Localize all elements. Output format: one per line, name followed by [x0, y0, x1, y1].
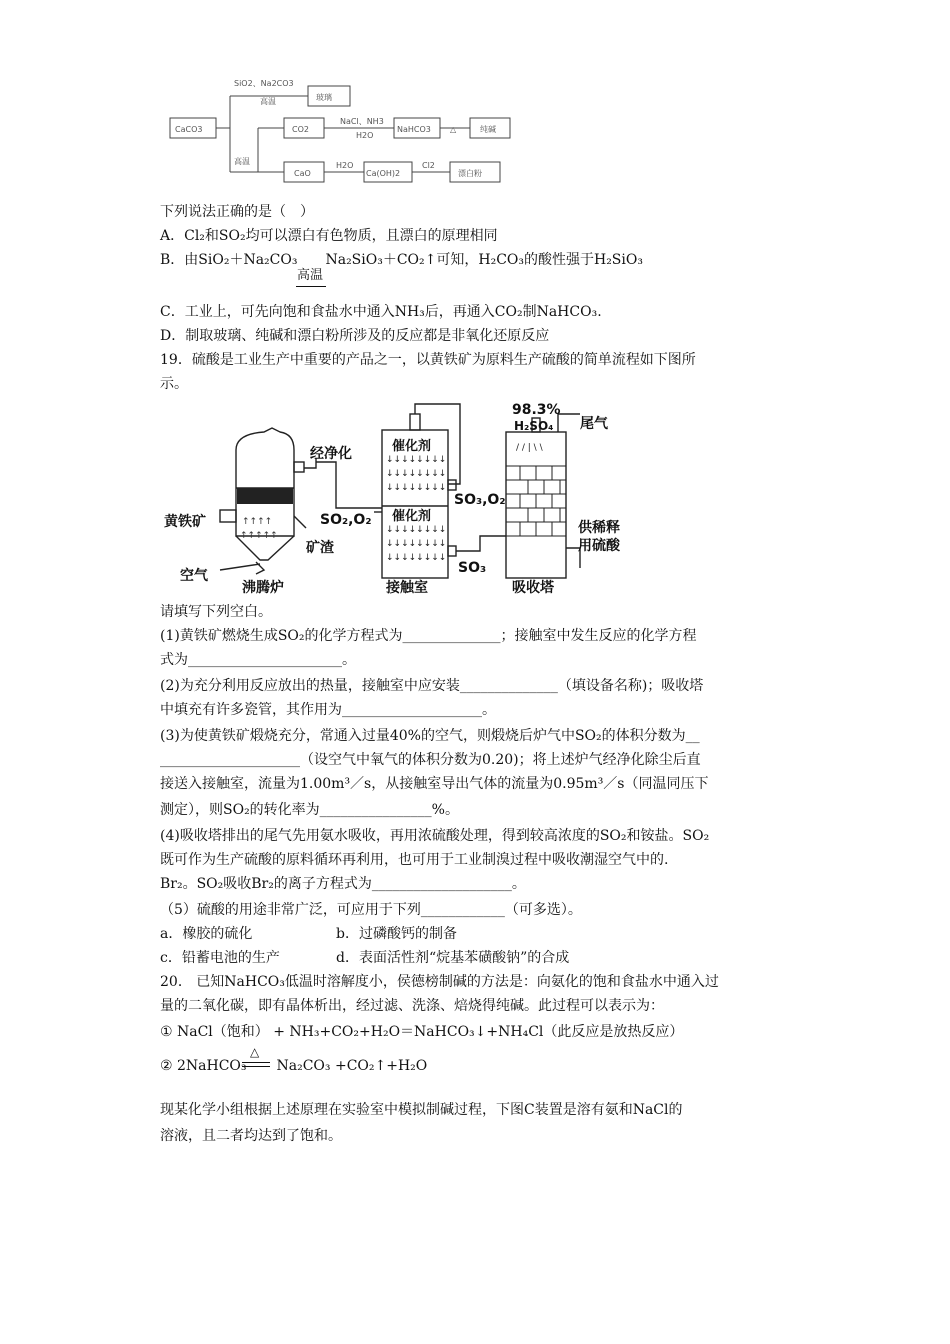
so3-label: SO₃	[458, 560, 487, 576]
q19-part5: （5）硫酸的用途非常广泛，可应用于下列____________（可多选）。	[160, 902, 582, 918]
q20-paragraph-2: 溶液，且二者均达到了饱和。	[160, 1128, 342, 1144]
q19-part3-c: 接送入接触室，流量为1.00m³／s，从接触室导出气体的流量为0.95m³／s（同温同压下	[160, 776, 709, 792]
edge2-top: NaCl、NH3	[340, 117, 384, 126]
catalyst1-label: 催化剂	[392, 439, 432, 454]
svg-text:↓↓↓↓↓↓↓↓: ↓↓↓↓↓↓↓↓	[386, 455, 447, 465]
q20-stem-2: 量的二氧化碳，即有晶体析出，经过滤、洗涤、焙烧得纯碱。此过程可以表示为：	[160, 998, 664, 1014]
soda-label: 纯碱	[480, 125, 496, 134]
feed-label: 黄铁矿	[164, 514, 206, 530]
q19-part1-b: 式为______________________。	[160, 652, 356, 668]
supply2-label: 用硫酸	[578, 538, 620, 554]
so2o2-label: SO₂,O₂	[320, 512, 372, 528]
q19-part4-a: (4)吸收塔排出的尾气先用氨水吸收，再用浓硫酸处理，得到较高浓度的SO₂和铵盐。SO₂	[160, 828, 710, 844]
q19-fill-instruction: 请填写下列空白。	[160, 604, 272, 620]
svg-text:↓↓↓↓↓↓↓↓: ↓↓↓↓↓↓↓↓	[386, 483, 447, 493]
svg-text:↑↑↑↑↑: ↑↑↑↑↑	[240, 531, 278, 541]
edge1-top: SiO2、Na2CO3	[234, 79, 294, 88]
q19-stem-1: 19．硫酸是工业生产中重要的产品之一，以黄铁矿为原料生产硫酸的简单流程如下图所	[160, 352, 696, 368]
q18-b-pre: B．由SiO₂＋Na₂CO₃	[160, 252, 298, 268]
q18-prompt: 下列说法正确的是（ ）	[160, 204, 314, 220]
q19-option-b: b．过磷酸钙的制备	[336, 926, 457, 942]
q18-b-condition: 高温	[297, 268, 324, 283]
tail-label: 尾气	[580, 416, 608, 432]
q20-reaction-1: ① NaCl（饱和） + NH₃+CO₂+H₂O＝NaHCO₃↓+NH₄Cl（此反应是放热反应）	[160, 1024, 684, 1040]
flow-diagram	[160, 74, 520, 190]
ore-layer	[237, 488, 293, 504]
cao-label: CaO	[294, 169, 311, 178]
purify-label: 经净化	[310, 446, 352, 462]
catalyst2-label: 催化剂	[392, 509, 432, 524]
svg-text:↓↓↓↓↓↓↓↓: ↓↓↓↓↓↓↓↓	[386, 469, 447, 479]
edge-branch: 高温	[234, 157, 250, 166]
q20-paragraph-1: 现某化学小组根据上述原理在实验室中模拟制碱过程，下图C装置是溶有氨和NaCl的	[160, 1102, 683, 1118]
so3o2-label: SO₃,O₂	[454, 492, 506, 508]
slag-label: 矿渣	[306, 540, 334, 556]
svg-text:↓↓↓↓↓↓↓↓: ↓↓↓↓↓↓↓↓	[386, 525, 447, 535]
q19-option-a: a．橡胶的硫化	[160, 926, 253, 942]
edge2-bot: H2O	[356, 131, 374, 140]
absorber-label: 吸收塔	[512, 580, 554, 596]
q18-option-c: C．工业上，可先向饱和食盐水中通入NH₃后，再通入CO₂制NaHCO₃.	[160, 304, 602, 320]
q19-part1-a: (1)黄铁矿燃烧生成SO₂的化学方程式为______________；接触室中发生反应的化学方程	[160, 628, 697, 644]
nahco3-label: NaHCO3	[397, 125, 431, 134]
acid-conc-label: 98.3%	[512, 402, 561, 418]
q19-part2-b: 中填充有许多瓷管，其作用为____________________。	[160, 702, 496, 718]
edge3: △	[450, 125, 457, 134]
q19-part4-c: Br₂。SO₂吸收Br₂的离子方程式为____________________。	[160, 876, 526, 892]
supply1-label: 供稀释	[578, 520, 620, 536]
svg-text:↓↓↓↓↓↓↓↓: ↓↓↓↓↓↓↓↓	[386, 539, 447, 549]
q18-option-a: A．Cl₂和SO₂均可以漂白有色物质，且漂白的原理相同	[160, 228, 498, 244]
bleach-label: 漂白粉	[458, 169, 482, 178]
q20-r2-pre: ② 2NaHCO₃	[160, 1058, 247, 1074]
air-label: 空气	[180, 568, 208, 584]
co2-label: CO2	[292, 125, 309, 134]
edge4: H2O	[336, 161, 354, 170]
q19-part3-d: 测定），则SO₂的转化率为________________%。	[160, 802, 459, 818]
q19-option-c: c．铅蓄电池的生产	[160, 950, 280, 966]
q18-b-condition-bar	[296, 286, 326, 287]
feed-port	[220, 510, 236, 522]
svg-text:↑↑↑↑: ↑↑↑↑	[242, 517, 273, 527]
edge1-bot: 高温	[260, 97, 276, 106]
q19-part3-b: ____________________（设空气中氧气的体积分数为0.20)；将上述炉气经净化除尘后直	[160, 752, 701, 768]
q19-part4-b: 既可作为生产硫酸的原料循环再利用，也可用于工业制溴过程中吸收潮湿空气中的.	[160, 852, 669, 868]
edge5: Cl2	[422, 161, 435, 170]
q19-option-d: d．表面活性剂“烷基苯磺酸钠”的合成	[336, 950, 570, 966]
furnace-label: 沸腾炉	[242, 580, 284, 596]
svg-text:↓↓↓↓↓↓↓↓: ↓↓↓↓↓↓↓↓	[386, 553, 447, 563]
q20-r2-post: Na₂CO₃ +CO₂↑+H₂O	[276, 1058, 428, 1074]
sulfuric-acid-diagram	[160, 398, 630, 598]
q18-option-b	[160, 250, 643, 270]
caoh2-label: Ca(OH)2	[366, 169, 401, 178]
q20-stem-1: 20． 已知NaHCO₃低温时溶解度小，侯德榜制碱的方法是：向氨化的饱和食盐水中通入过	[160, 974, 719, 990]
q20-reaction-2	[160, 1056, 427, 1076]
svg-text:/ / | \ \: / / | \ \	[516, 443, 543, 453]
contact-label: 接触室	[386, 580, 428, 596]
caco3-label: CaCO3	[175, 125, 203, 134]
q19-part2-a: (2)为充分利用反应放出的热量，接触室中应安装______________（填设备名称)；吸收塔	[160, 678, 704, 694]
q19-stem-2: 示。	[160, 376, 188, 392]
q19-part3-a: (3)为使黄铁矿煅烧充分，常通入过量40%的空气，则煅烧后炉气中SO₂的体积分数为__	[160, 728, 700, 744]
acid-name-label: H₂SO₄	[514, 419, 554, 433]
q18-option-d: D．制取玻璃、纯碱和漂白粉所涉及的反应都是非氧化还原反应	[160, 328, 550, 344]
q20-r2-condition: △	[250, 1045, 260, 1059]
q20-r2-equals	[242, 1062, 270, 1067]
q18-b-post: Na₂SiO₃＋CO₂↑可知，H₂CO₃的酸性强于H₂SiO₃	[325, 252, 643, 268]
glass-label: 玻璃	[316, 93, 332, 102]
